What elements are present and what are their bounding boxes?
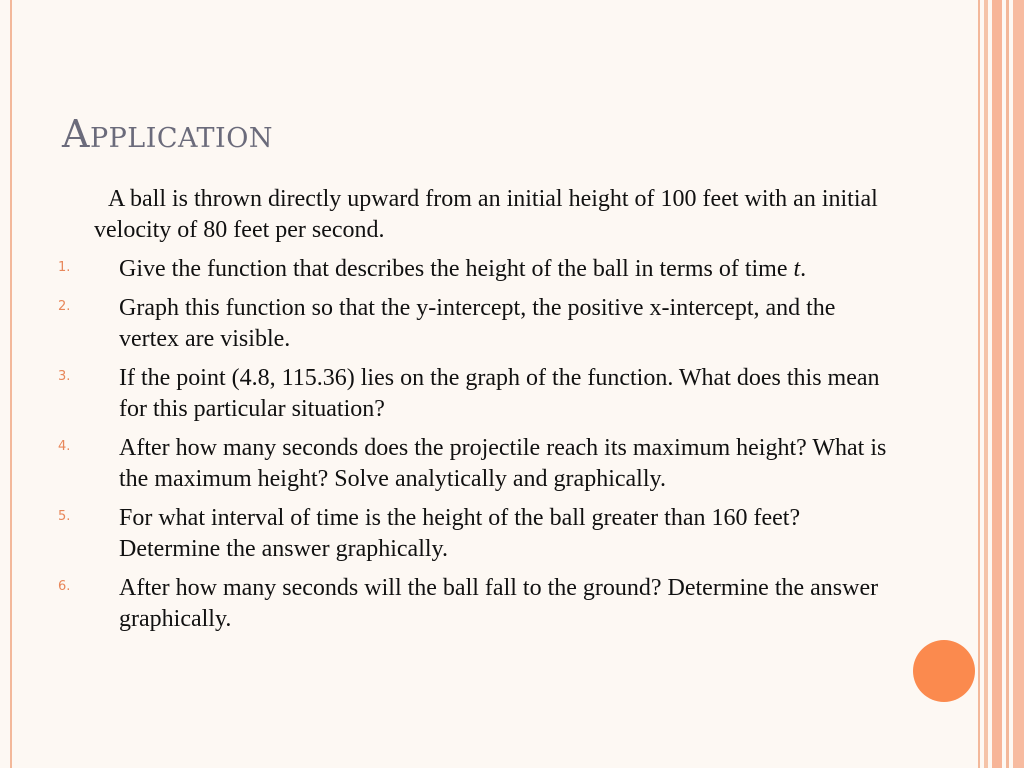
- list-item: [58, 433, 898, 495]
- variable-t: t: [793, 256, 801, 282]
- list-item: [58, 293, 898, 355]
- item-number: 3.: [58, 369, 71, 384]
- question-list: [58, 254, 898, 635]
- item-number: 5.: [58, 509, 71, 524]
- decorative-stripes: [978, 0, 1024, 768]
- page-title: Application: [62, 112, 273, 156]
- stripe: [984, 0, 988, 768]
- stripe: [1006, 0, 1009, 768]
- left-frame-line: [10, 0, 12, 768]
- item-text: If the point (4.8, 115.36) lies on the graph of the function. What does this mean for this particular situation?: [119, 365, 880, 422]
- list-item: [58, 573, 898, 635]
- decorative-circle: [913, 640, 975, 702]
- stripe: [1013, 0, 1024, 768]
- item-text: Give the function that describes the height of the ball in terms of time t.: [119, 256, 807, 282]
- stripe: [992, 0, 1002, 768]
- list-item: [58, 254, 898, 285]
- item-text: Graph this function so that the y-intercept, the positive x-intercept, and the vertex are visible.: [119, 295, 836, 352]
- item-text: After how many seconds does the projectile reach its maximum height? What is the maximum height? Solve analytically and graphically.: [119, 435, 887, 492]
- item-number: 2.: [58, 299, 71, 314]
- item-text: For what interval of time is the height of the ball greater than 160 feet? Determine the answer graphically.: [119, 505, 801, 562]
- item-text: After how many seconds will the ball fall to the ground? Determine the answer graphically.: [119, 575, 879, 632]
- item-number: 4.: [58, 439, 71, 454]
- list-item: [58, 503, 898, 565]
- list-item: [58, 363, 898, 425]
- stripe: [978, 0, 980, 768]
- item-number: 6.: [58, 579, 71, 594]
- intro-text: A ball is thrown directly upward from an initial height of 100 feet with an initial velocity of 80 feet per second.: [94, 186, 878, 243]
- item-number: 1.: [58, 260, 71, 275]
- slide-body: [58, 184, 898, 643]
